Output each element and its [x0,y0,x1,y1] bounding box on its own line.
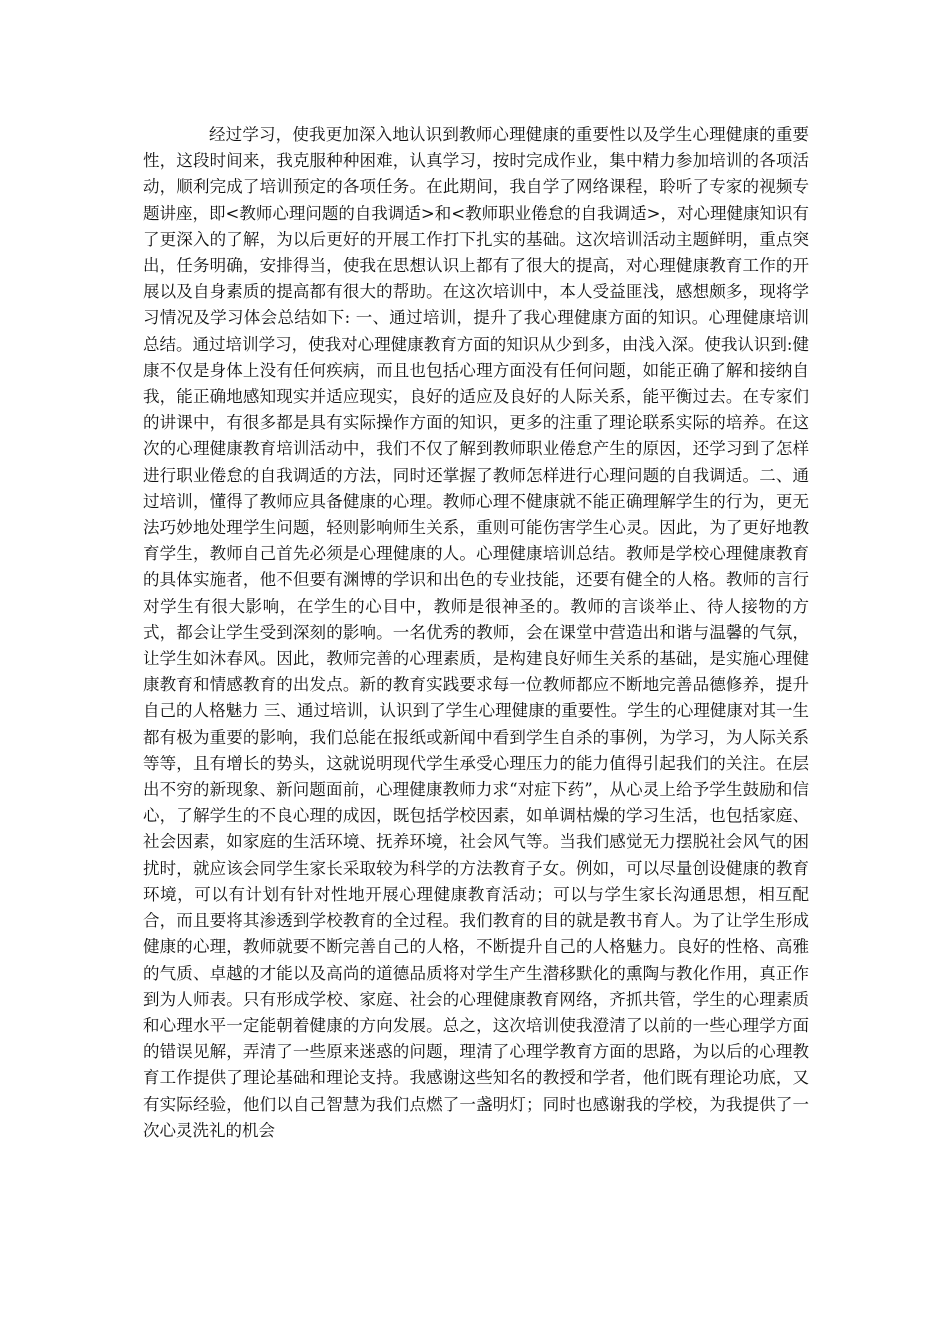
body-paragraph: 经过学习，使我更加深入地认识到教师心理健康的重要性以及学生心理健康的重要性，这段时间来，我克服种种困难，认真学习，按时完成作业，集中精力参加培训的各项活动，顺利完成了培训预定的各项任务。在此期间，我自学了网络课程，聆听了专家的视频专题讲座，即<教师心理问题的自我调适>和<教师职业倦怠的自我调适>，对心理健康知识有了更深入的了解，为以后更好的开展工作打下扎实的基础。这次培训活动主题鲜明，重点突出，任务明确，安排得当，使我在思想认识上都有了很大的提高，对心理健康教育工作的开展以及自身素质的提高都有很大的帮助。在这次培训中，本人受益匪浅，感想颇多，现将学习情况及学习体会总结如下: 一、通过培训，提升了我心理健康方面的知识。心理健康培训总结。通过培训学习，使我对心理健康教育方面的知识从少到多，由浅入深。使我认识到:健康不仅是身体上没有任何疾病，而且也包括心理方面没有任何问题，如能正确了解和接纳自我，能正确地感知现实并适应现实，良好的适应及良好的人际关系，能平衡过去。在专家们的讲课中，有很多都是具有实际操作方面的知识，更多的注重了理论联系实际的培养。在这次的心理健康教育培训活动中，我们不仅了解到教师职业倦怠产生的原因，还学习到了怎样进行职业倦怠的自我调适的方法，同时还掌握了教师怎样进行心理问题的自我调适。二、通过培训，懂得了教师应具备健康的心理。教师心理不健康就不能正确理解学生的行为，更无法巧妙地处理学生问题，轻则影响师生关系，重则可能伤害学生心灵。因此，为了更好地教育学生，教师自己首先必须是心理健康的人。心理健康培训总结。教师是学校心理健康教育的具体实施者，他不但要有渊博的学识和出色的专业技能，还要有健全的人格。教师的言行对学生有很大影响，在学生的心目中，教师是很神圣的。教师的言谈举止、待人接物的方式，都会让学生受到深刻的影响。一名优秀的教师，会在课堂中营造出和谐与温馨的气氛，让学生如沐春风。因此，教师完善的心理素质，是构建良好师生关系的基础，是实施心理健康教育和情感教育的出发点。新的教育实践要求每一位教师都应不断地完善品德修养，提升自己的人格魅力 三、通过培训，认识到了学生心理健康的重要性。学生的心理健康对其一生都有极为重要的影响，我们总能在报纸或新闻中看到学生自杀的事例，为学习，为人际关系等等，且有增长的势头，这就说明现代学生承受心理压力的能力值得引起我们的关注。在层出不穷的新现象、新问题面前，心理健康教师力求“对症下药”，从心灵上给予学生鼓励和信心，了解学生的不良心理的成因，既包括学校因素，如单调枯燥的学习生活，也包括家庭、社会因素，如家庭的生活环境、抚养环境，社会风气等。当我们感觉无力摆脱社会风气的困扰时，就应该会同学生家长采取较为科学的方法教育子女。例如，可以尽量创设健康的教育环境，可以有计划有针对性地开展心理健康教育活动；可以与学生家长沟通思想，相互配合，而且要将其渗透到学校教育的全过程。我们教育的目的就是教书育人。为了让学生形成健康的心理，教师就要不断完善自己的人格，不断提升自己的人格魅力。良好的性格、高雅的气质、卓越的才能以及高尚的道德品质将对学生产生潜移默化的熏陶与教化作用，真正作到为人师表。只有形成学校、家庭、社会的心理健康教育网络，齐抓共管，学生的心理素质和心理水平一定能朝着健康的方向发展。总之，这次培训使我澄清了以前的一些心理学方面的错误见解，弄清了一些原来迷惑的问题，理清了心理学教育方面的思路，为以后的心理教育工作提供了理论基础和理论支持。我感谢这些知名的教授和学者，他们既有理论功底，又有实际经验，他们以自己智慧为我们点燃了一盏明灯；同时也感谢我的学校，为我提供了一次心灵洗礼的机会 [143,125,809,1140]
document-page [143,122,809,1144]
